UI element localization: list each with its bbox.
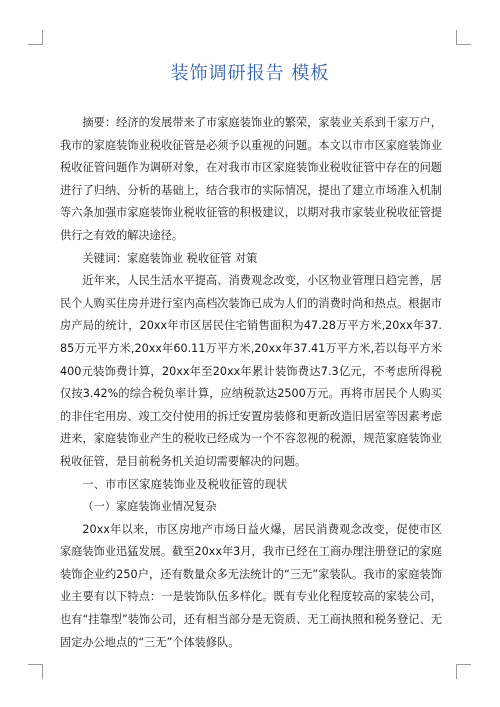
intro-paragraph: 近年来，人民生活水平提高、消费观念改变，小区物业管理日趋完善，居民个人购买住房并进行室内高档次装饰已成为人们的消费时尚和热点。根据市房产局的统计，20xx年市区居民住宅销售面积为47.28万平方米,20xx年37.85万元平方米,20xx年60.11万平方米,20xx年37.41万平方米,若以每平方米400元装饰费计算，20xx年至20xx年累计装饰费达7.3亿元，不考虑所得税仅按3.42%的综合税负率计算，应纳税款达2500万元。再将市居民个人购买的非住宅用房、竣工交付使用的拆迁安置房装修和更新改造旧居室等因素考虑进来，家庭装饰业产生的税收已经成为一个不容忽视的税源，规范家庭装饰业税收征管，是目前税务机关迫切需要解决的问题。	[60, 274, 442, 468]
crop-mark-bottom-right	[456, 664, 471, 679]
document-body	[60, 112, 442, 654]
section-heading: 一、市市区家庭装饰业及税收征管的现状	[82, 477, 288, 491]
crop-mark-bottom-left	[28, 664, 43, 679]
crop-mark-top-right	[456, 30, 471, 45]
document-title: 装饰调研报告 模板	[170, 63, 330, 84]
keywords-paragraph: 关键词：家庭装饰业 税收征管 对策	[82, 251, 258, 265]
abstract-paragraph: 摘要：经济的发展带来了市家庭装饰业的繁荣，家装业关系到千家万户，我市的家庭装饰业税收征管是必须予以重视的问题。本文以市市区家庭装饰业税收征管问题作为调研对象，在对我市市区家庭装饰业税收征管中存在的问题进行了归纳、分析的基础上，结合我市的实际情况，提出了建立市场准入机制等六条加强市家庭装饰业税收征管的积极建议，以期对我市家装业税收征管提供行之有效的解决途径。	[60, 116, 442, 242]
body-paragraph: 20xx年以来，市区房地产市场日益火爆，居民消费观念改变，促使市区家庭装饰业迅猛发展。截至20xx年3月，我市已经在工商办理注册登记的家庭装饰企业约250户，还有数量众多无法统计的“三无”家装队。我市的家庭装饰业主要有以下特点：一是装饰队伍多样化。既有专业化程度较高的家装公司，也有“挂靠型”装饰公司，还有相当部分是无资质、无工商执照和税务登记、无固定办公地点的“三无”个体装修队。	[60, 522, 442, 649]
crop-mark-top-left	[28, 30, 43, 45]
subsection-heading: （一）家庭装饰业情况复杂	[82, 500, 217, 514]
